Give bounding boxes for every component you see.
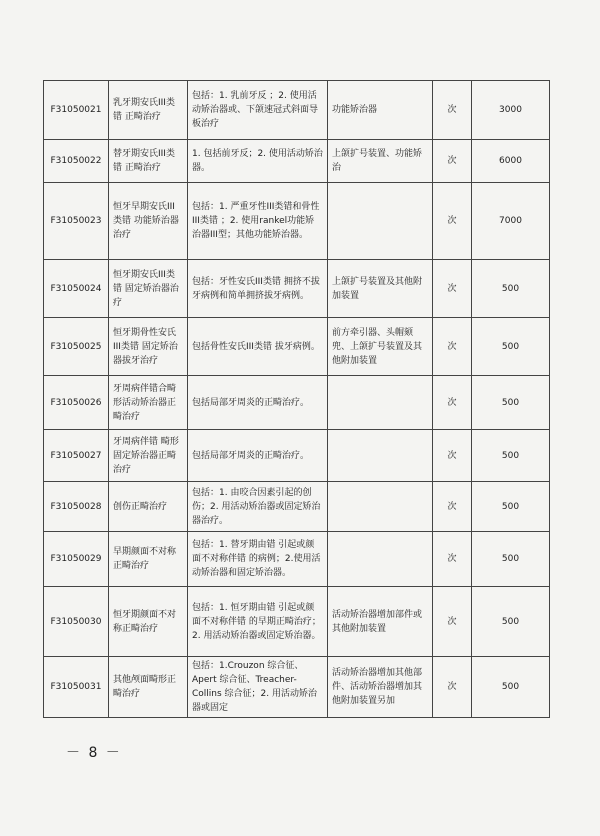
item-unit: 次 (433, 657, 472, 718)
item-name: 创伤正畸治疗 (109, 482, 188, 532)
item-price: 500 (472, 376, 550, 430)
item-code: F31050030 (44, 587, 109, 657)
item-code: F31050023 (44, 183, 109, 260)
item-unit: 次 (433, 532, 472, 587)
page-number: － 8 － (66, 745, 122, 761)
item-exclusions: 功能矫治器 (328, 81, 433, 140)
item-price: 500 (472, 260, 550, 318)
table-row (44, 81, 550, 140)
item-unit: 次 (433, 81, 472, 140)
item-content: 1. 包括前牙反；2. 使用活动矫治器。 (188, 140, 328, 183)
item-price: 6000 (472, 140, 550, 183)
item-unit: 次 (433, 376, 472, 430)
item-content: 包括：1. 乳前牙反 ；2. 使用活动矫治器或、下颌速冠式斜面导板治疗 (188, 81, 328, 140)
item-exclusions (328, 376, 433, 430)
item-name: 恒牙期安氏III类错 固定矫治器治疗 (109, 260, 188, 318)
item-content: 包括：1. 由咬合因素引起的创伤；2. 用活动矫治器或固定矫治器治疗。 (188, 482, 328, 532)
item-name: 恒牙期颜面不对称正畸治疗 (109, 587, 188, 657)
item-code: F31050026 (44, 376, 109, 430)
item-unit: 次 (433, 318, 472, 376)
item-code: F31050024 (44, 260, 109, 318)
item-content: 包括局部牙周炎的正畸治疗。 (188, 430, 328, 482)
item-exclusions: 上颌扩号装置及其他附加装置 (328, 260, 433, 318)
item-content: 包括：1. 替牙期由错 引起或颜面不对称伴错 的病例；2.使用活动矫治器和固定矫治器。 (188, 532, 328, 587)
fee-table (43, 80, 550, 718)
item-exclusions: 活动矫治器增加其他部件、活动矫治器增加其他附加装置另加 (328, 657, 433, 718)
item-name: 恒牙期骨性安氏III类错 固定矫治器拔牙治疗 (109, 318, 188, 376)
item-content: 包括：1. 恒牙期由错 引起或颜面不对称伴错 的早期正畸治疗；2. 用活动矫治器或固定矫治器。 (188, 587, 328, 657)
item-code: F31050021 (44, 81, 109, 140)
item-price: 500 (472, 532, 550, 587)
item-unit: 次 (433, 430, 472, 482)
item-content: 包括：牙性安氏III类错 拥挤不拔牙病例和简单拥挤拔牙病例。 (188, 260, 328, 318)
item-price: 7000 (472, 183, 550, 260)
item-code: F31050031 (44, 657, 109, 718)
item-exclusions (328, 430, 433, 482)
item-code: F31050025 (44, 318, 109, 376)
item-name: 牙周病伴错合畸形活动矫治器正畸治疗 (109, 376, 188, 430)
item-code: F31050029 (44, 532, 109, 587)
item-unit: 次 (433, 183, 472, 260)
table-row (44, 482, 550, 532)
item-price: 500 (472, 430, 550, 482)
table-row (44, 140, 550, 183)
table-row (44, 587, 550, 657)
item-name: 牙周病伴错 畸形固定矫治器正畸治疗 (109, 430, 188, 482)
item-price: 500 (472, 318, 550, 376)
item-unit: 次 (433, 482, 472, 532)
item-name: 其他颅面畸形正畸治疗 (109, 657, 188, 718)
table-row (44, 260, 550, 318)
item-exclusions: 活动矫治器增加部件或其他附加装置 (328, 587, 433, 657)
item-price: 3000 (472, 81, 550, 140)
item-code: F31050022 (44, 140, 109, 183)
table-row (44, 532, 550, 587)
item-name: 乳牙期安氏III类错 正畸治疗 (109, 81, 188, 140)
item-name: 恒牙早期安氏III类错 功能矫治器治疗 (109, 183, 188, 260)
table-row (44, 430, 550, 482)
item-exclusions: 上颌扩号装置、功能矫治 (328, 140, 433, 183)
item-content: 包括骨性安氏III类错 拔牙病例。 (188, 318, 328, 376)
item-price: 500 (472, 482, 550, 532)
item-code: F31050028 (44, 482, 109, 532)
item-code: F31050027 (44, 430, 109, 482)
table-row (44, 657, 550, 718)
item-name: 早期颜面不对称正畸治疗 (109, 532, 188, 587)
item-unit: 次 (433, 587, 472, 657)
item-content: 包括：1.Crouzon 综合征、Apert 综合征、Treacher-Collins 综合征；2. 用活动矫治器或固定 (188, 657, 328, 718)
table-row (44, 376, 550, 430)
item-exclusions (328, 532, 433, 587)
item-content: 包括：1. 严重牙性III类错和骨性III类错 ；2. 使用rankel功能矫治器III型；其他功能矫治器。 (188, 183, 328, 260)
item-exclusions (328, 482, 433, 532)
item-name: 替牙期安氏III类错 正畸治疗 (109, 140, 188, 183)
item-exclusions (328, 183, 433, 260)
table-row (44, 318, 550, 376)
item-unit: 次 (433, 140, 472, 183)
table-row (44, 183, 550, 260)
item-price: 500 (472, 587, 550, 657)
item-content: 包括局部牙周炎的正畸治疗。 (188, 376, 328, 430)
item-price: 500 (472, 657, 550, 718)
item-exclusions: 前方牵引器、头帽颏兜、上颌扩号装置及其他附加装置 (328, 318, 433, 376)
item-unit: 次 (433, 260, 472, 318)
